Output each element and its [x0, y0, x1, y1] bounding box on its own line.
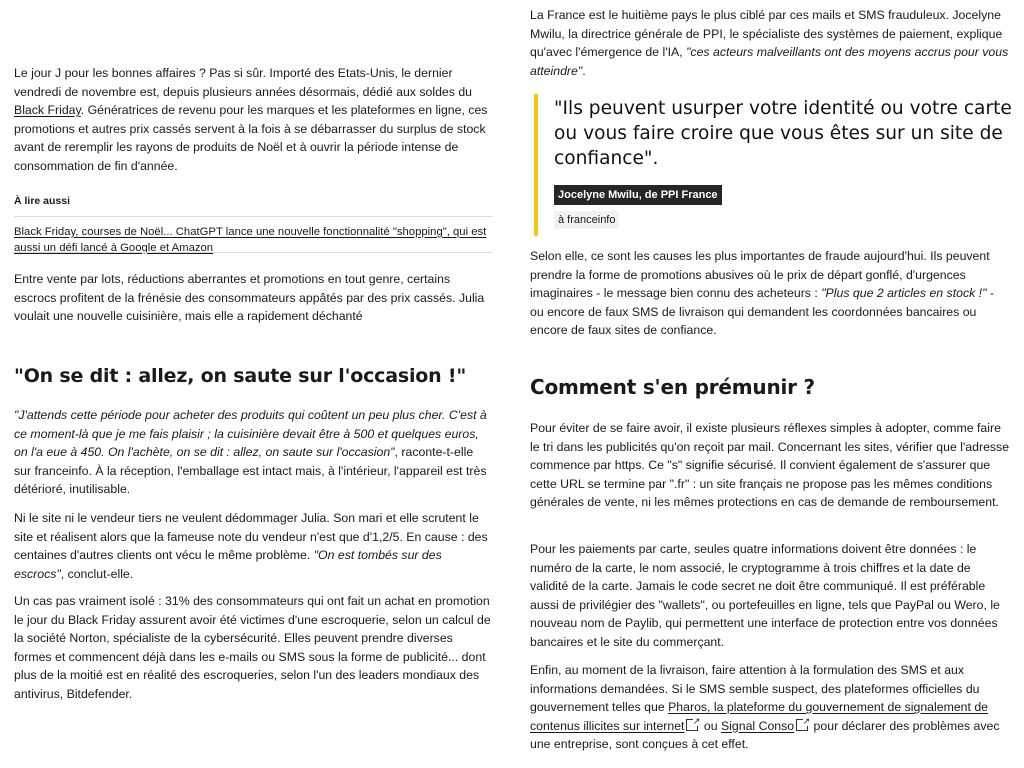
ppi-quote: "ces acteurs malveillants ont des moyens accrus pour vous atteindre" — [530, 45, 1009, 78]
external-link-icon — [796, 719, 808, 731]
right-paragraph-1-text: La France est le huitième pays le plus ciblé par ces mails et SMS frauduleux. Jocelyne Mwilu, la directrice générale de PPI, le spécialiste des systèmes de paiement, explique qu'avec l'émergence de l'IA, — [530, 8, 1003, 59]
external-link-icon — [686, 719, 698, 731]
right-paragraph-2-text: Selon elle, ce sont les causes les plus importantes de fraude aujourd'hui. Ils peuvent prendre la forme de promotions abusives où le prix de départ gonflé, d'urgences imaginaires - le message bien connu des acheteurs : — [530, 249, 990, 300]
paragraph-4-end: , conclut-elle. — [60, 566, 134, 581]
right-paragraph-5-end: pour déclarer des problèmes avec une entreprise, sont conçues à cet effet. — [530, 718, 1000, 751]
or-text: ou — [700, 718, 721, 733]
julia-quote: "J'attends cette période pour acheter des produits qui coûtent un peu plus cher. C'est à ce moment-là que je me fais plaisir ; la cuisinière devait être à 500 et quelques euros, on l'a eue à 450. On l'achète, on se dit : allez, on saute sur l'occasion" — [14, 408, 487, 459]
pull-quote — [534, 94, 1024, 236]
paragraph-3 — [14, 406, 492, 499]
related-label: À lire aussi — [14, 195, 71, 207]
related-bottom-divider — [14, 252, 492, 253]
intro-paragraph — [14, 64, 492, 175]
pull-quote-source-wrap — [554, 210, 1024, 229]
escrocs-quote: "On est tombés sur des escrocs" — [14, 548, 442, 581]
intro-text-end: . Génératrices de revenu pour les marques et les plateformes en ligne, ces promotions et autres prix cassés servent à la fois à se débarrasser du surplus de stock avant de reremplir les rayons de produits de Noël et à ouvrir la période intense de consommation de fin d'année. — [14, 103, 488, 173]
black-friday-link[interactable]: Black Friday — [14, 103, 81, 117]
related-article — [14, 192, 492, 256]
related-divider — [14, 216, 492, 217]
pull-quote-attribution — [554, 185, 1024, 205]
pull-quote-text: "Ils peuvent usurper votre identité ou votre carte ou vous faire croire que vous êtes sur un site de confiance". — [554, 98, 1012, 169]
paragraph-3-text: , raconte-t-elle sur franceinfo. À la réception, l'emballage est intact mais, à l'intérieur, l'appareil est très détérioré, inutilisable. — [14, 445, 487, 496]
right-paragraph-5 — [530, 661, 1010, 754]
paragraph-4 — [14, 509, 492, 583]
right-paragraph-3: Pour éviter de se faire avoir, il existe plusieurs réflexes simples à adopter, comme faire le tri dans les publicités qu'on reçoit par mail. Concernant les sites, vérifier que l'adresse commence par https. Ce "s" signifie sécurisé. Il convient également de s'assurer que cette URL se termine par ".fr" : un site français ne propose pas les mêmes conditions générales de vente, ni les mêmes protections en cas de demande de remboursement. — [530, 421, 1010, 509]
paragraph-4-text: Ni le site ni le vendeur tiers ne veulent dédommager Julia. Son mari et elle scrutent le site et réalisent alors que la fameuse note du vendeur n'est que d'1,2/5. En cause : des centaines d'autres clients ont vécu le même problème. — [14, 511, 488, 562]
related-article-link[interactable]: Black Friday, courses de Noël... ChatGPT lance une nouvelle fonctionnalité "shopping", qui est aussi un défi lancé à Google et Amazon — [14, 225, 487, 254]
right-paragraph-1-end: . — [582, 63, 586, 78]
pharos-link[interactable]: Pharos, la plateforme du gouvernement de signalement de contenus illicites sur internet — [530, 700, 989, 733]
intro-text: Le jour J pour les bonnes affaires ? Pas si sûr. Importé des Etats-Unis, le dernier vendredi de novembre est, depuis plusieurs années désormais, dédié aux soldes du — [14, 66, 472, 99]
quote-source: à franceinfo — [554, 211, 619, 229]
quote-author: Jocelyne Mwilu, de PPI France — [554, 185, 722, 205]
right-paragraph-4: Pour les paiements par carte, seules quatre informations doivent être données : le numéro de la carte, le nom associé, le cryptogramme à trois chiffres et la date de validité de la carte. Jamais le code secret ne doit être communiqué. Il est préférable aussi de privilégier des "wallets", ou portefeuilles en ligne, tels que PayPal ou Wero, le nouveau nom de Paylib, qui permettent une interface de protection entre vos données bancaires et le site du commerçant. — [530, 542, 1000, 649]
section-heading: "On se dit : allez, on saute sur l'occasion !" — [14, 365, 467, 387]
paragraph-5: Un cas pas vraiment isolé : 31% des consommateurs qui ont fait un achat en promotion le jour du Black Friday assurent avoir été victimes d'une escroquerie, selon un calcul de la société Norton, spécialiste de la cybersécurité. Elles peuvent prendre diverses formes et commencent déjà dans les e-mails ou SMS sous la forme de publicité... dont plus de la moitié est en réalité des escroqueries, selon l'un des leaders mondiaux des antivirus, Bitdefender. — [14, 594, 491, 701]
right-paragraph-5-text: Enfin, au moment de la livraison, faire attention à la formulation des SMS et aux informations demandées. Si le SMS semble suspect, des plateformes officielles du gouvernement telles que — [530, 663, 980, 714]
paragraph-2: Entre vente par lots, réductions aberrantes et promotions en tout genre, certains escrocs profitent de la frénésie des consommateurs appâtés par des prix cassés. Julia voulait une nouvelle cuisinière, mais elle a rapidement déchanté — [14, 272, 485, 323]
right-paragraph-2 — [530, 247, 1010, 340]
right-paragraph-1 — [530, 6, 1010, 80]
right-section-heading: Comment s'en prémunir ? — [530, 375, 815, 399]
signal-conso-link[interactable]: Signal Conso — [720, 718, 795, 733]
stock-quote: "Plus que 2 articles en stock !" — [821, 286, 987, 300]
right-paragraph-2-end: - ou encore de faux SMS de livraison qui demandent les coordonnées bancaires ou encore de faux sites de confiance. — [530, 286, 994, 337]
